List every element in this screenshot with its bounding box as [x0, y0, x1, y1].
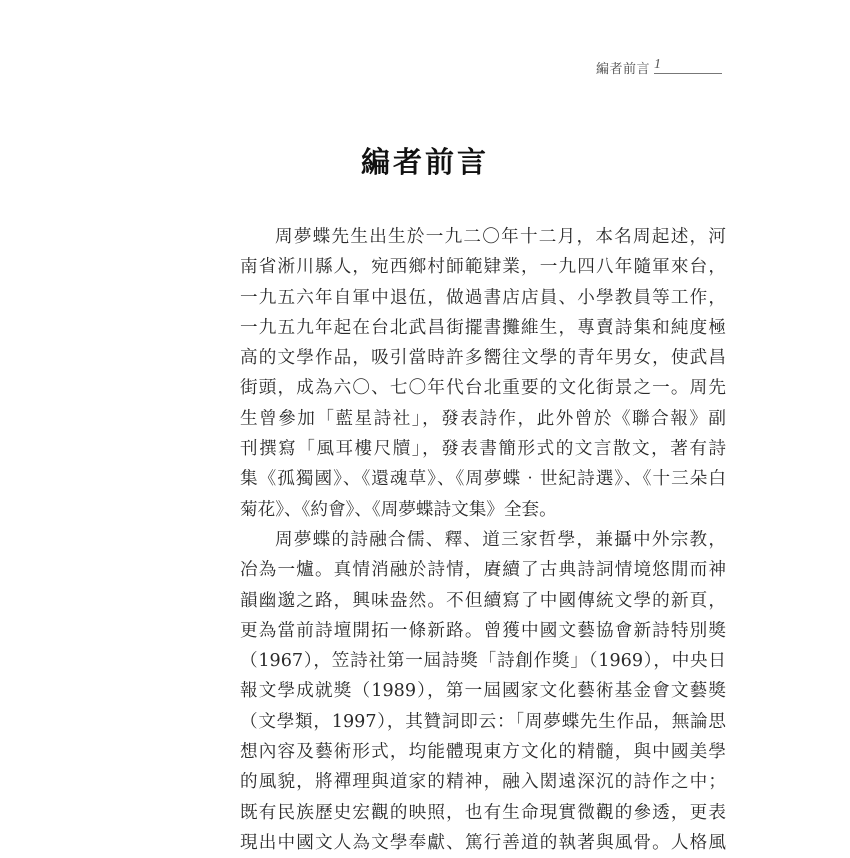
text-line: 高的文學作品，吸引當時許多嚮往文學的青年男女，使武昌: [240, 348, 726, 369]
text-line: 現出中國文人為文學奉獻、篤行善道的執著與風骨。人格風: [240, 832, 726, 853]
text-line: 菊花》、《約會》、《周夢蝶詩文集》全套。: [240, 499, 557, 520]
text-line: 報文學成就獎（1989），第一屆國家文化藝術基金會文藝獎: [240, 681, 726, 702]
page-number: 1: [654, 57, 661, 72]
text-line: 冶為一爐。真情消融於詩情，賡續了古典詩詞情境悠閒而神: [240, 560, 726, 581]
text-line: 想內容及藝術形式，均能體現東方文化的精髓，與中國美學: [240, 742, 726, 763]
text-line: 集《孤獨國》、《還魂草》、《周夢蝶‧世紀詩選》、《十三朵白: [240, 469, 726, 490]
text-line: 南省淅川縣人，宛西鄉村師範肄業，一九四八年隨軍來台，: [240, 257, 726, 278]
text-line: 一九五九年起在台北武昌街擺書攤維生，專賣詩集和純度極: [240, 317, 726, 338]
text-line: 街頭，成為六〇、七〇年代台北重要的文化街景之一。周先: [240, 378, 726, 399]
page-title: 編者前言: [360, 145, 489, 179]
text-line: 既有民族歷史宏觀的映照，也有生命現實微觀的參透，更表: [240, 802, 726, 823]
text-line: 一九五六年自軍中退伍，做過書店店員、小學教員等工作，: [240, 287, 726, 308]
header-rule: [654, 73, 722, 74]
body-text: [240, 222, 726, 858]
text-line: 的風貌，將禪理與道家的精神，融入閎遠深沉的詩作之中；: [240, 772, 726, 793]
text-line: 生曾參加「藍星詩社」，發表詩作，此外曾於《聯合報》副: [240, 408, 726, 429]
text-line: 韻幽邈之路，興味盎然。不但續寫了中國傳統文學的新頁，: [240, 590, 726, 611]
text-line: 周夢蝶先生出生於一九二〇年十二月，本名周起述，河: [275, 227, 726, 247]
text-line: 周夢蝶的詩融合儒、釋、道三家哲學，兼攝中外宗教，: [275, 529, 726, 550]
text-line: 更為當前詩壇開拓一條新路。曾獲中國文藝協會新詩特別獎: [240, 620, 726, 641]
text-line: （1967），笠詩社第一屆詩獎「詩創作獎」（1969），中央日: [240, 651, 726, 672]
text-line: （文學類，1997），其贊詞即云：「周夢蝶先生作品，無論思: [240, 711, 726, 732]
running-header: [596, 58, 726, 78]
text-line: 刊撰寫「風耳樓尺牘」，發表書簡形式的文言散文，著有詩: [240, 439, 726, 460]
running-header-title: 編者前言: [596, 62, 651, 77]
